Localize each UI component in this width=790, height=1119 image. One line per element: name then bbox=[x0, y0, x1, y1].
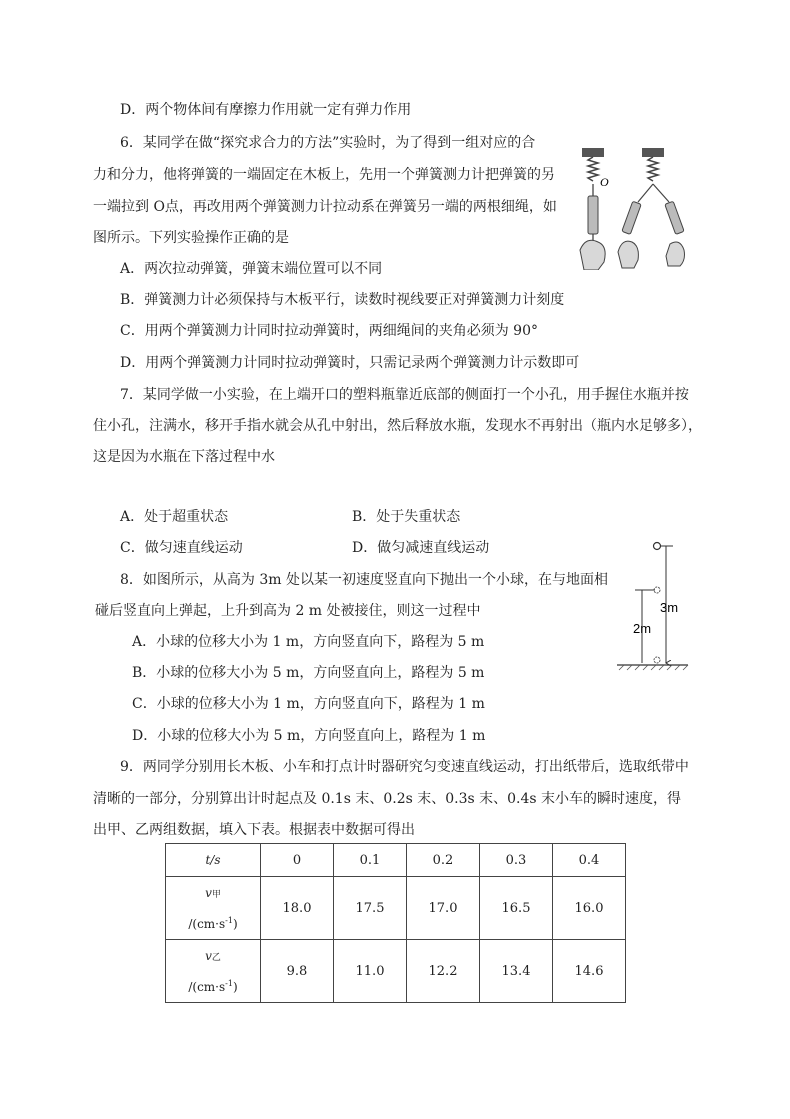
label-o: O bbox=[600, 175, 609, 189]
q6-option-d: D．用两个弹簧测力计同时拉动弹簧时，只需记录两个弹簧测力计示数即可 bbox=[120, 355, 580, 371]
q6-stem-line-4: 图所示。下列实验操作正确的是 bbox=[93, 230, 289, 246]
time-cell: 0.4 bbox=[553, 844, 626, 877]
spring-scale-figure bbox=[572, 140, 690, 270]
time-cell: 0.1 bbox=[334, 844, 407, 877]
q5-option-d: D．两个物体间有摩擦力作用就一定有弹力作用 bbox=[120, 102, 412, 118]
time-cell: 0.2 bbox=[407, 844, 480, 877]
value-cell: 17.5 bbox=[334, 877, 407, 940]
ball-height-figure bbox=[615, 538, 690, 674]
q7-option-c: C．做匀速直线运动 bbox=[120, 540, 243, 556]
value-cell: 16.5 bbox=[480, 877, 553, 940]
value-cell: 14.6 bbox=[553, 940, 626, 1003]
q6-option-b: B．弹簧测力计必须保持与木板平行，读数时视线要正对弹簧测力计刻度 bbox=[120, 292, 565, 308]
value-cell: 12.2 bbox=[407, 940, 480, 1003]
q8-option-b: B．小球的位移大小为 5 m，方向竖直向上，路程为 5 m bbox=[132, 665, 485, 681]
q8-stem-line-2: 碰后竖直向上弹起，上升到高为 2 m 处被接住，则这一过程中 bbox=[95, 603, 481, 619]
value-cell: 11.0 bbox=[334, 940, 407, 1003]
row-label-yi: v乙 $/(cm\cdot s^{-1})$ bbox=[166, 940, 261, 1003]
velocity-table bbox=[165, 843, 626, 1003]
q7-stem-line-1: 7．某同学做一小实验，在上端开口的塑料瓶靠近底部的侧面打一个小孔，用手握住水瓶并按 bbox=[120, 387, 689, 403]
q7-stem-line-2: 住小孔，注满水，移开手指水就会从孔中射出，然后释放水瓶，发现水不再射出（瓶内水足够多）， bbox=[93, 418, 702, 434]
q8-option-c: C．小球的位移大小为 1 m，方向竖直向下，路程为 1 m bbox=[132, 696, 485, 712]
table-row-jia bbox=[166, 877, 626, 940]
q6-option-a: A．两次拉动弹簧，弹簧末端位置可以不同 bbox=[120, 261, 383, 277]
table-row-yi bbox=[166, 940, 626, 1003]
q9-stem-line-3: 出甲、乙两组数据，填入下表。根据表中数据可得出 bbox=[93, 822, 415, 838]
q8-stem-line-1: 8．如图所示，从高为 3m 处以某一初速度竖直向下抛出一个小球，在与地面相 bbox=[120, 572, 608, 588]
value-cell: 17.0 bbox=[407, 877, 480, 940]
q8-option-d: D．小球的位移大小为 5 m，方向竖直向上，路程为 1 m bbox=[132, 728, 486, 744]
time-cell: 0.3 bbox=[480, 844, 553, 877]
q7-stem-line-3: 这是因为水瓶在下落过程中水 bbox=[93, 449, 275, 465]
q7-option-d: D．做匀减速直线运动 bbox=[352, 540, 490, 556]
q6-stem-line-3: 一端拉到 O点，再改用两个弹簧测力计拉动系在弹簧另一端的两根细绳，如 bbox=[93, 199, 557, 215]
q9-stem-line-1: 9．两同学分别用长木板、小车和打点计时器研究匀变速直线运动，打出纸带后，选取纸带中 bbox=[120, 759, 689, 775]
label-2m: 2m bbox=[633, 621, 652, 636]
q7-option-b: B．处于失重状态 bbox=[352, 509, 461, 525]
q7-option-a: A．处于超重状态 bbox=[120, 509, 229, 525]
q6-stem-line-1: 6．某同学在做“探究求合力的方法”实验时，为了得到一组对应的合 bbox=[120, 135, 536, 151]
value-cell: 13.4 bbox=[480, 940, 553, 1003]
q6-stem-line-2: 力和分力，他将弹簧的一端固定在木板上，先用一个弹簧测力计把弹簧的另 bbox=[93, 167, 555, 183]
row-label-jia: v甲 $/(cm\cdot s^{-1})$ bbox=[166, 877, 261, 940]
label-3m: 3m bbox=[660, 600, 679, 615]
value-cell: 16.0 bbox=[553, 877, 626, 940]
value-cell: 18.0 bbox=[261, 877, 334, 940]
q6-option-c: C．用两个弹簧测力计同时拉动弹簧时，两细绳间的夹角必须为 90° bbox=[120, 323, 538, 339]
q9-stem-line-2: 清晰的一部分，分别算出计时起点及 0.1s 末、0.2s 末、0.3s 末、0.4s 末小车的瞬时速度，得 bbox=[93, 791, 682, 807]
value-cell: 9.8 bbox=[261, 940, 334, 1003]
table-row-time bbox=[166, 844, 626, 877]
header-time: t/s bbox=[166, 844, 261, 877]
time-cell: 0 bbox=[261, 844, 334, 877]
q8-option-a: A．小球的位移大小为 1 m，方向竖直向下，路程为 5 m bbox=[132, 634, 485, 650]
